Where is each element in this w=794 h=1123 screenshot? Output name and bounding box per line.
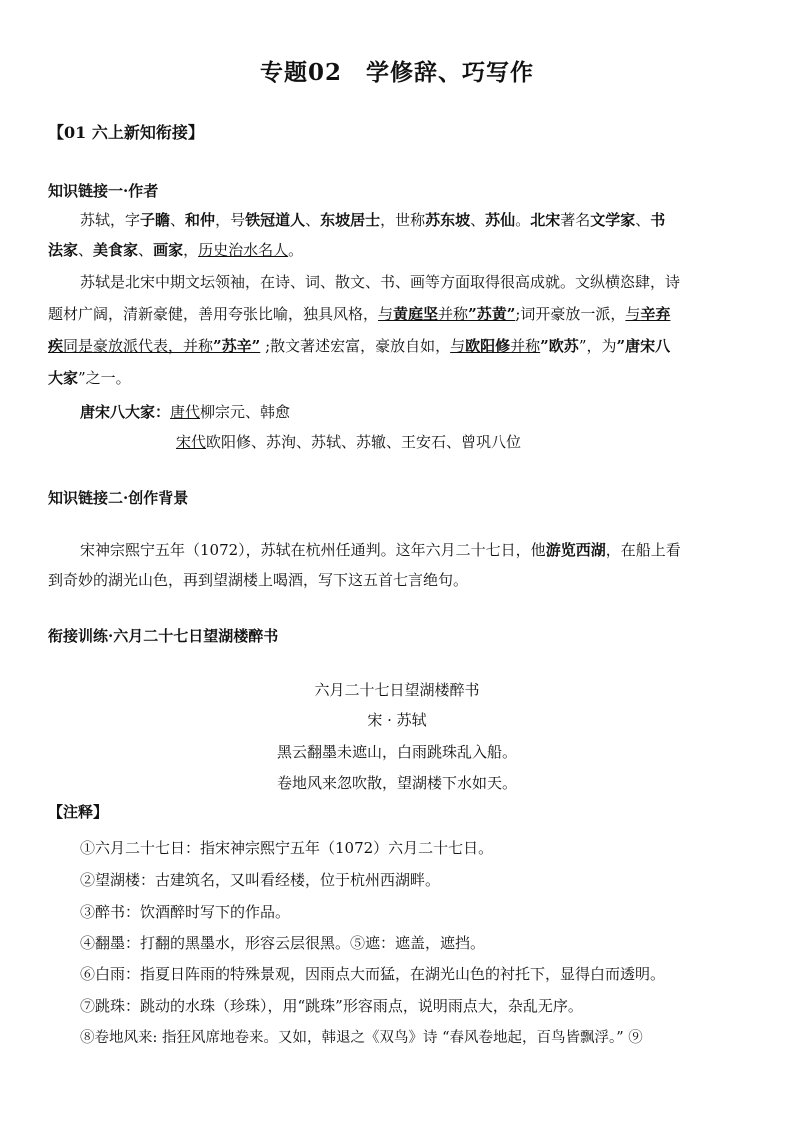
text: 辛弃 — [640, 305, 671, 323]
text: 和仲 — [185, 211, 216, 229]
text: 子瞻 — [140, 211, 171, 229]
text: 美食家 — [93, 241, 139, 259]
text: 并称 — [438, 305, 469, 323]
text: 黄庭坚 — [393, 305, 439, 323]
text: 、 — [635, 211, 651, 229]
text: 著名 — [560, 211, 591, 229]
text: 疾 — [48, 337, 64, 355]
poem-author: 宋 · 苏轼 — [367, 711, 427, 729]
page-title: 专题02 学修辞、巧写作 — [259, 59, 534, 86]
text: 柳宗元、韩愈 — [200, 403, 291, 421]
text: 游览西湖 — [545, 541, 606, 559]
note-item: ④翻墨：打翻的黑墨水，形容云层很黑。⑤遮：遮盖，遮挡。 — [80, 934, 486, 952]
text: ;散文著述宏富，豪放自如， — [260, 337, 451, 355]
author-para-2-line-1: 苏轼是北宋中期文坛领袖，在诗、词、散文、书、画等方面取得很高成就。文纵横恣肆，诗 — [80, 273, 681, 291]
notes-heading: 【注释】 — [48, 803, 109, 821]
text: 题材广阔，清新豪健，善用夸张比喻，独具风格， — [48, 305, 379, 323]
note-item: ②望湖楼：古建筑名，又叫看经楼，位于杭州西湖畔。 — [80, 871, 441, 889]
text: ”，为 — [578, 337, 617, 355]
poem-line-1: 黑云翻墨未遮山，白雨跳珠乱入船。 — [276, 743, 517, 761]
text: 苏仙 — [485, 211, 516, 229]
text: 、 — [305, 211, 321, 229]
text: ”唐宋八 — [616, 337, 671, 355]
text: ，世称 — [380, 211, 426, 229]
section-heading: 【01 六上新知衔接】 — [48, 123, 204, 142]
note-item: ⑧卷地风来: 指狂风席地卷来。又如，韩退之《双鸟》诗 “春风卷地起，百鸟皆飘浮。” ⑨ — [80, 1030, 643, 1046]
text: 、 — [170, 211, 186, 229]
text: 欧阳修、苏洵、苏轼、苏辙、王安石、曾巩八位 — [206, 433, 522, 451]
text: 唐代 — [170, 403, 201, 421]
author-line-2 — [48, 240, 303, 260]
background-line-1 — [80, 540, 681, 560]
text: 历史治水名人 — [198, 241, 289, 259]
text: 东坡居士 — [320, 211, 381, 229]
author-para-2-line-4 — [48, 368, 131, 388]
text: 与 — [450, 337, 466, 355]
text: 、 — [470, 211, 486, 229]
text: 。 — [288, 241, 304, 259]
text: ”苏黄” — [468, 305, 516, 323]
text: 铁冠道人 — [245, 211, 306, 229]
text: 同是豪放派代表，并称 — [63, 337, 214, 355]
text: ”苏辛” — [213, 337, 261, 355]
text: 文学家 — [590, 211, 636, 229]
text: 画家 — [153, 241, 184, 259]
author-para-2-line-3 — [48, 336, 670, 356]
text: 与 — [625, 305, 641, 323]
text: 苏轼，字 — [80, 211, 141, 229]
author-line-1 — [80, 210, 665, 230]
text: 大家 — [48, 369, 79, 387]
text: ，号 — [215, 211, 246, 229]
text: 苏东坡 — [425, 211, 471, 229]
note-item: ③醉书：饮酒醉时写下的作品。 — [80, 903, 291, 921]
text: 宋代 — [176, 433, 207, 451]
text: ”之一。 — [78, 369, 131, 387]
text: 、 — [138, 241, 154, 259]
eight-masters-line-1 — [80, 402, 290, 422]
link2-heading: 知识链接二·创作背景 — [48, 489, 189, 507]
poem-line-2: 卷地风来忽吹散，望湖楼下水如天。 — [276, 774, 517, 792]
background-line-2: 到奇妙的湖光山色，再到望湖楼上喝酒，写下这五首七言绝句。 — [48, 571, 469, 589]
text: 、 — [78, 241, 94, 259]
text: 并称 — [510, 337, 541, 355]
text: 书 — [650, 211, 666, 229]
text: 宋神宗熙宁五年（1072），苏轼在杭州任通判。这年六月二十七日，他 — [80, 541, 546, 559]
eight-masters-line-2 — [176, 432, 521, 452]
poem-title: 六月二十七日望湖楼醉书 — [314, 681, 480, 699]
text: 与 — [378, 305, 394, 323]
text: 北宋 — [530, 211, 561, 229]
text: 唐宋八大家： — [80, 403, 171, 421]
text: ”欧苏 — [540, 337, 579, 355]
text: ，在船上看 — [605, 541, 681, 559]
text: ， — [183, 241, 199, 259]
text: 。 — [515, 211, 531, 229]
text: ;词开豪放一派， — [515, 305, 626, 323]
text: 法家 — [48, 241, 79, 259]
author-para-2-line-2 — [48, 304, 670, 324]
note-item: ①六月二十七日：指宋神宗熙宁五年（1072）六月二十七日。 — [80, 839, 494, 857]
link1-heading: 知识链接一·作者 — [48, 182, 159, 200]
training-heading: 衔接训练·六月二十七日望湖楼醉书 — [48, 627, 279, 645]
note-item: ⑥白雨：指夏日阵雨的特殊景观，因雨点大而猛，在湖光山色的衬托下，显得白而透明。 — [80, 965, 666, 983]
text: 欧阳修 — [465, 337, 511, 355]
note-item: ⑦跳珠：跳动的水珠（珍珠），用“跳珠”形容雨点，说明雨点大，杂乱无序。 — [80, 997, 583, 1015]
